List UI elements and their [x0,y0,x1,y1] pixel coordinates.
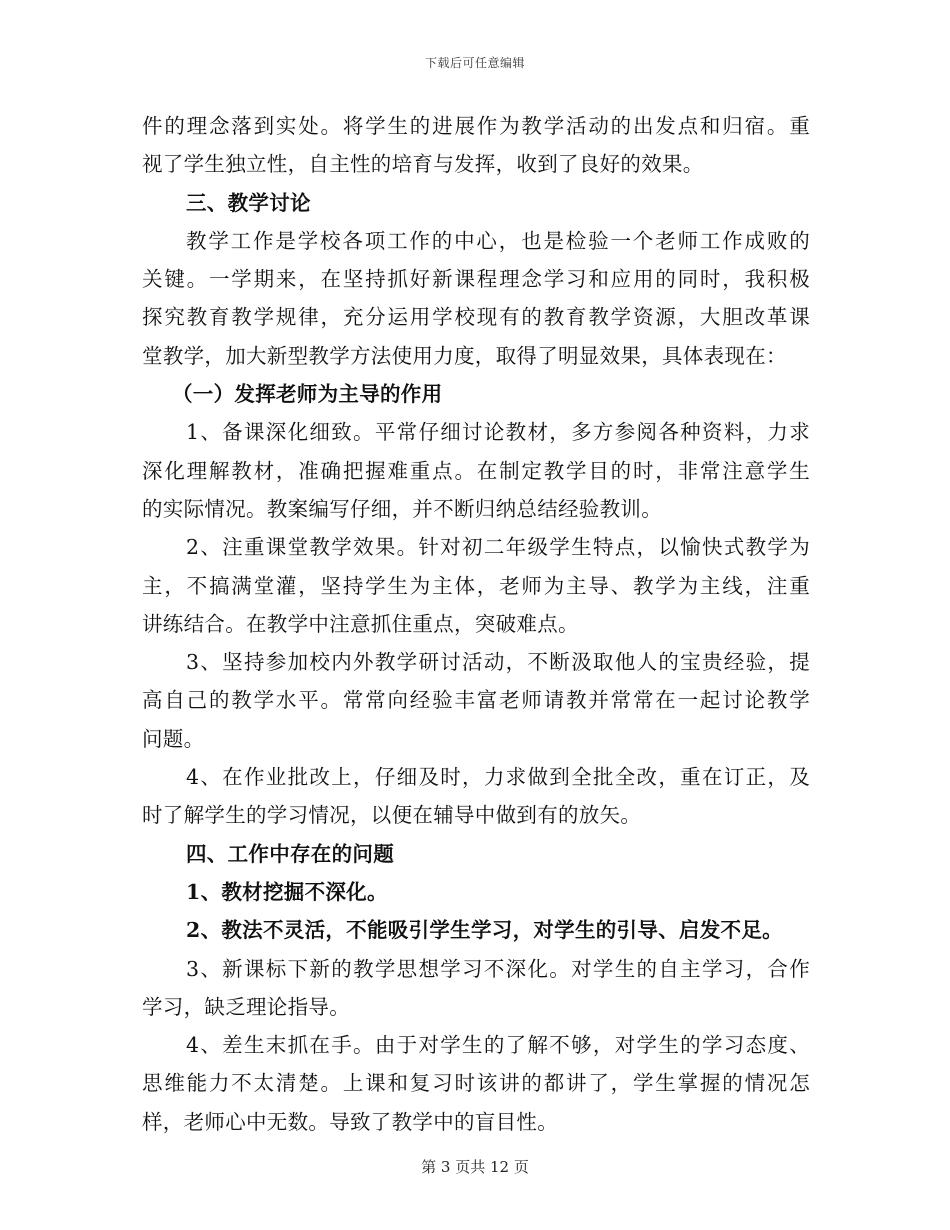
body-line: 主，不搞满堂灌，坚持学生为主体，老师为主导、教学为主线，注重 [142,573,810,598]
body-line: 思维能力不太清楚。上课和复习时该讲的都讲了，学生掌握的情况怎 [142,1071,810,1096]
body-line: 高自己的教学水平。常常向经验丰富老师请教并常常在一起讨论教学 [142,688,810,713]
body-line: 3、新课标下新的教学思想学习不深化。对学生的自主学习，合作 [186,956,810,981]
body-line: 问题。 [142,726,205,751]
body-line: 讲练结合。在教学中注意抓住重点，突破难点。 [142,611,579,636]
document-body [142,107,810,1141]
body-line: 视了学生独立性，自主性的培育与发挥，收到了良好的效果。 [142,152,704,177]
problem-item: 1、教材挖掘不深化。 [186,879,388,904]
body-line: 件的理念落到实处。将学生的进展作为教学活动的出发点和归宿。重 [142,114,810,138]
body-line: 关键。一学期来，在坚持抓好新课程理念学习和应用的同时，我积极 [142,267,810,292]
body-line: 3、坚持参加校内外教学研讨活动，不断汲取他人的宝贵经验，提 [186,650,810,675]
body-line: 的实际情况。教案编写仔细，并不断归纳总结经验教训。 [142,496,662,521]
section-heading: 三、教学讨论 [186,190,311,215]
section-heading: 四、工作中存在的问题 [186,841,394,866]
problem-item: 2、教法不灵活，不能吸引学生学习，对学生的引导、启发不足。 [186,918,783,943]
body-line: 深化理解教材，准确把握难重点。在制定教学目的时，非常注意学生 [142,458,810,483]
page-footer: 第 3 页共 12 页 [421,1158,529,1176]
body-line: 2、注重课堂教学效果。针对初二年级学生特点，以愉快式教学为 [186,535,810,560]
body-line: 时了解学生的学习情况，以便在辅导中做到有的放矢。 [142,803,642,828]
body-line: 教学工作是学校各项工作的中心，也是检验一个老师工作成败的 [186,228,810,253]
subsection-heading: （一）发挥老师为主导的作用 [172,382,443,407]
page-header: 下载后可任意编辑 [424,56,525,70]
body-line: 学习，缺乏理论指导。 [142,994,350,1019]
body-line: 1、备课深化细致。平常仔细讨论教材，多方参阅各种资料，力求 [186,420,810,445]
body-line: 探究教育教学规律，充分运用学校现有的教育教学资源，大胆改革课 [142,305,810,330]
body-line: 样，老师心中无数。导致了教学中的盲目性。 [142,1109,558,1134]
body-line: 堂教学，加大新型教学方法使用力度，取得了明显效果，具体表现在： [142,343,787,368]
body-line: 4、差生末抓在手。由于对学生的了解不够，对学生的学习态度、 [186,1033,810,1058]
body-line: 4、在作业批改上，仔细及时，力求做到全批全改，重在订正，及 [186,765,810,790]
